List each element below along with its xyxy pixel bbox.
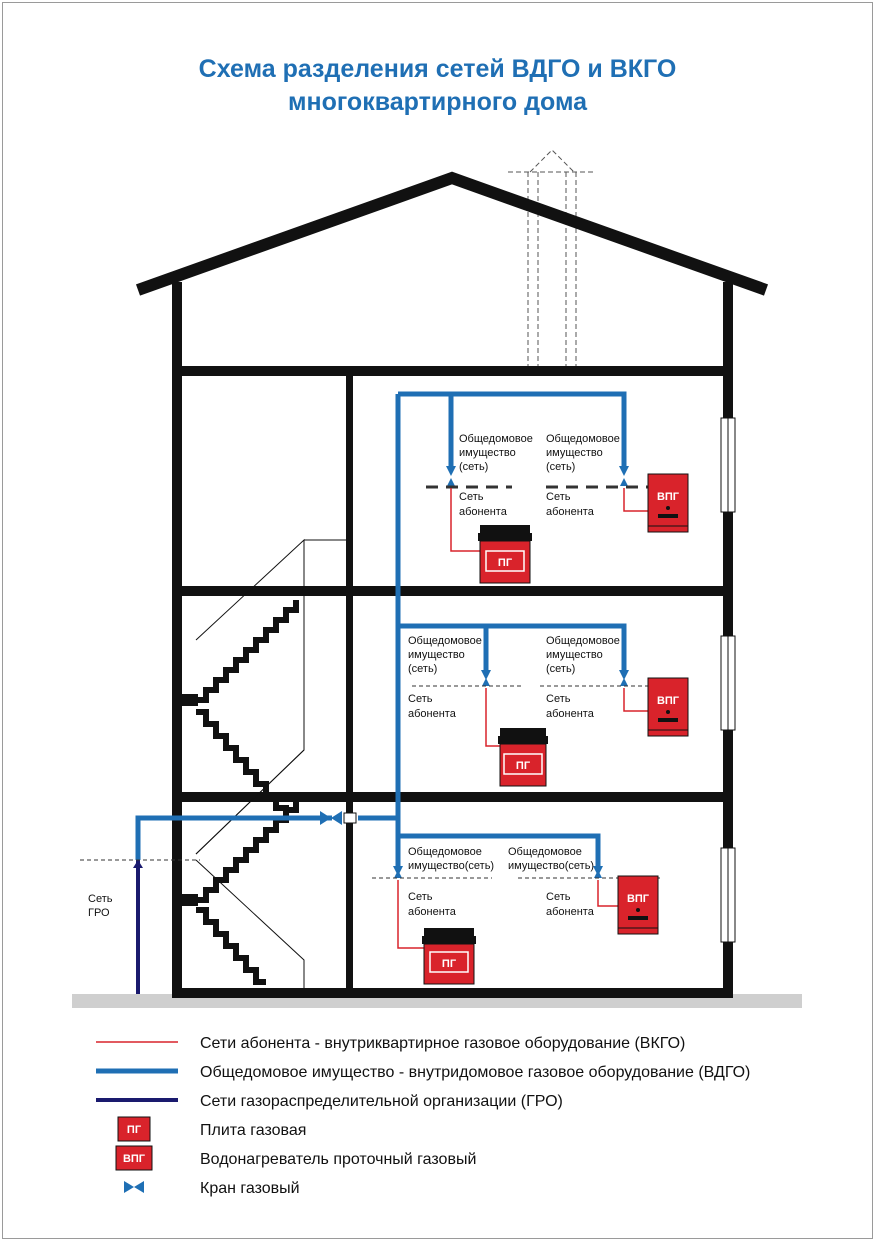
svg-text:Сеть: Сеть — [546, 491, 571, 503]
svg-text:ПГ: ПГ — [497, 557, 513, 569]
svg-text:ПГ: ПГ — [441, 958, 457, 970]
stove-floor-2 — [498, 728, 548, 786]
heater-floor-2 — [648, 678, 688, 736]
staircase — [182, 540, 346, 988]
labels-floor-3 — [459, 433, 620, 518]
svg-text:ПГ: ПГ — [126, 1124, 142, 1136]
svg-text:ВПГ: ВПГ — [656, 491, 680, 503]
svg-text:абонента: абонента — [546, 708, 594, 720]
svg-text:абонента: абонента — [459, 506, 507, 518]
heater-floor-1 — [618, 876, 658, 934]
svg-text:абонента: абонента — [546, 506, 594, 518]
legend — [96, 1035, 750, 1197]
svg-text:Общедомовое: Общедомовое — [459, 433, 533, 445]
svg-text:ВПГ: ВПГ — [656, 695, 680, 707]
labels-floor-2 — [408, 635, 620, 720]
svg-text:имущество: имущество — [546, 447, 603, 459]
svg-text:Сеть: Сеть — [408, 693, 433, 705]
svg-text:имущество(сеть): имущество(сеть) — [508, 860, 595, 872]
legend-valve-text: Кран газовый — [200, 1180, 300, 1197]
legend-valve-icon — [124, 1181, 144, 1193]
svg-text:Сеть: Сеть — [459, 491, 484, 503]
svg-text:Общедомовое: Общедомовое — [546, 635, 620, 647]
svg-text:Общедомовое: Общедомовое — [408, 846, 482, 858]
svg-text:Сеть: Сеть — [408, 891, 433, 903]
svg-text:имущество: имущество — [459, 447, 516, 459]
heater-floor-3 — [648, 474, 688, 532]
windows — [721, 418, 735, 942]
labels-floor-1 — [408, 846, 595, 918]
svg-text:абонента: абонента — [408, 708, 456, 720]
chimney — [508, 150, 596, 366]
legend-heater-text: Водонагреватель проточный газовый — [200, 1151, 477, 1168]
svg-text:Сеть: Сеть — [88, 893, 113, 905]
stove-floor-3 — [478, 525, 532, 583]
svg-text:ВПГ: ВПГ — [122, 1153, 146, 1165]
title-line-1: Схема разделения сетей ВДГО и ВКГО — [198, 55, 677, 83]
legend-stove-icon — [118, 1117, 150, 1141]
svg-text:(сеть): (сеть) — [546, 461, 576, 473]
svg-text:(сеть): (сеть) — [459, 461, 489, 473]
svg-text:(сеть): (сеть) — [408, 663, 438, 675]
svg-text:Общедомовое: Общедомовое — [508, 846, 582, 858]
svg-text:ВПГ: ВПГ — [626, 893, 650, 905]
svg-text:ПГ: ПГ — [515, 760, 531, 772]
svg-text:Общедомовое: Общедомовое — [546, 433, 620, 445]
legend-vkgo-text: Сети абонента - внутриквартирное газовое оборудование (ВКГО) — [200, 1035, 686, 1052]
roof — [138, 178, 766, 290]
valve-icon — [320, 811, 356, 825]
labels-gro — [88, 893, 113, 919]
svg-text:Общедомовое: Общедомовое — [408, 635, 482, 647]
svg-text:Сеть: Сеть — [546, 891, 571, 903]
svg-text:Сеть: Сеть — [546, 693, 571, 705]
svg-text:абонента: абонента — [408, 906, 456, 918]
svg-text:ГРО: ГРО — [88, 907, 110, 919]
stove-floor-1 — [422, 928, 476, 984]
legend-gro-text: Сети газораспределительной организации (ГРО) — [200, 1093, 563, 1110]
legend-stove-text: Плита газовая — [200, 1122, 307, 1139]
svg-text:имущество: имущество — [408, 649, 465, 661]
title-line-2: многоквартирного дома — [287, 88, 588, 116]
svg-text:имущество(сеть): имущество(сеть) — [408, 860, 495, 872]
svg-text:(сеть): (сеть) — [546, 663, 576, 675]
svg-text:имущество: имущество — [546, 649, 603, 661]
svg-text:абонента: абонента — [546, 906, 594, 918]
legend-vdgo-text: Общедомовое имущество - внутридомовое газовое оборудование (ВДГО) — [200, 1064, 751, 1081]
legend-heater-icon — [116, 1146, 152, 1170]
